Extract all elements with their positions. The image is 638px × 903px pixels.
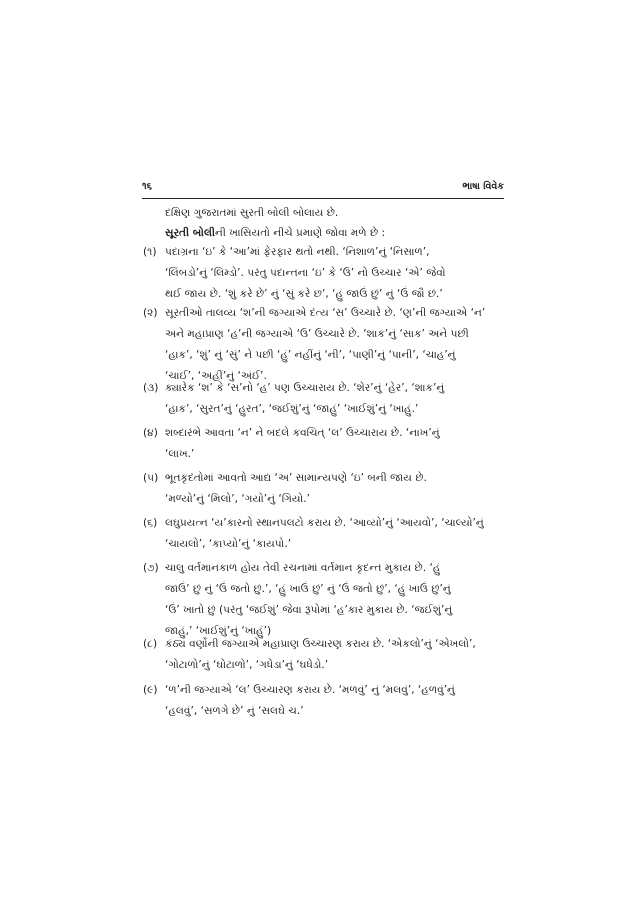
- item-line: લઘુપ્રયત્ન ‘ય’કારનો સ્થાનપલટો કરાય છે. ‘આવ્યો’નું ‘આયવો’, ‘ચાલ્યો’નું: [165, 517, 484, 529]
- item-line: જાઉં’ છું નું ‘ઉં જતો છું.’, ‘હું ખાઉં છું’ નું ‘ઉં જતો છું’, ‘હું ખાઉં છું’નું: [165, 583, 451, 595]
- item-line: પદાગ્રના ‘ઇ’ કે ‘આ’માં ફેરફાર થતો નથી. ‘નિશાળ’નું ‘નિસાળ’,: [165, 246, 430, 258]
- book-title: ભાષા વિવેક: [462, 181, 504, 192]
- item-number: (૫): [143, 472, 159, 484]
- page-number: ૧૬: [142, 181, 152, 192]
- item-line: જાહું,’ ‘ખાઈશું’નું ‘ખાહું’): [165, 625, 272, 637]
- item-number: (૯): [143, 684, 158, 696]
- item-line: કંઠ્ય વર્ણોની જગ્યાએ મહાપ્રાણ ઉચ્ચારણ કરાય છે. ‘એકલો’નું ‘એખલો’,: [165, 638, 476, 650]
- item-line: ‘મળ્યો’નું ‘મિલો’, ‘ગયો’નું ‘ગિયો.’: [165, 493, 310, 505]
- item-line: ‘હલવું’, ‘સળગે છે’ નું ‘સલઘે ચ.’: [165, 705, 304, 717]
- item-line: ક્યારેક ‘શ’ કે ‘સ’નો ‘હ’ પણ ઉચ્ચારાય છે. ‘શેર’નું ‘હેર’, ‘શાક’નું: [165, 382, 445, 394]
- header-rule: [142, 198, 504, 199]
- item-line: ‘ઉં’ ખાતો છું (પરંતુ ‘જઈશું’ જેવા રૂપોમાં ‘હ’કાર મુકાય છે. ‘જઈશું’નું: [165, 604, 453, 616]
- item-line: સૂરતીઓ તાલવ્ય ‘શ’ની જગ્યાએ દંત્ય ‘સ’ ઉચ્ચારે છે. ‘ણ’ની જગ્યાએ ‘ન’: [165, 307, 486, 319]
- item-line: શબ્દારંભે આવતા ‘ન’ ને બદલે કવચિત્ ‘લ’ ઉચ્ચારાય છે. ‘નાખ’નું: [165, 427, 440, 439]
- intro-line-1: દક્ષિણ ગુજરાતમાં સુરતી બોલી બોલાય છે.: [165, 207, 339, 219]
- item-number: (૧): [143, 246, 157, 258]
- intro-bold-term: સૂરતી બોલી: [165, 227, 215, 239]
- item-number: (૨): [143, 307, 158, 319]
- item-line: ‘હાક’, ‘સુરત’નું ‘હુરત’, ‘જઈશું’નું ‘જાહું’ ‘ખાઈશું’નું ‘ખાહું.’: [165, 403, 419, 415]
- item-number: (૬): [143, 517, 158, 529]
- item-line: ‘લિંબડો’નું ‘લિમ્ડો’. પરંતુ પદાન્તના ‘ઇ’ કે ‘ઉ’ નો ઉચ્ચાર ‘એ’ જેવો: [165, 267, 446, 279]
- item-line: ‘હાક’, ‘શું’ નું ‘સું’ ને પછી ‘હું’ નહીંનું ‘ની’, ‘પાણી’નું ‘પાની’, ‘ચાહ’નું: [165, 349, 456, 361]
- item-number: (૪): [143, 427, 158, 439]
- item-number: (૩): [143, 382, 159, 394]
- item-line: ભૂતકૃદંતોમાં આવતો આદ્ય ‘અ’ સામાન્યપણે ‘ઇ’ બની જાય છે.: [165, 472, 427, 484]
- item-line: ‘લાખ.’: [165, 448, 195, 460]
- item-number: (૮): [143, 638, 158, 650]
- item-line: ‘ચાઈ’, ‘અહીં’નું ‘અંઈ’.: [165, 370, 267, 382]
- intro-rest: ની ખાસિયતો નીચે પ્રમાણે જોવા મળે છે :: [215, 227, 386, 239]
- item-line: ‘ળ’ની જગ્યાએ ‘લ’ ઉચ્ચારણ કરાય છે. ‘મળવું’ નું ‘મલવું’, ‘હળવું’નું: [165, 684, 455, 696]
- item-line: થઈ જાય છે. ‘શું કરે છે’ નું ‘સું કરે છ’, ‘હું જાઉં છું’ નું ‘ઉં જૌ છં.’: [165, 288, 443, 300]
- item-line: અને મહાપ્રાણ ‘હ’ની જગ્યાએ ‘ઉ’ ઉચ્ચારે છે. ‘શાક’નું ‘સાક’ અને પછી: [165, 328, 469, 340]
- item-line: ‘ગોટાળો’નું ‘ઘોટાળો’, ‘ગધેડા’નું ‘ઘધેડો.’: [165, 659, 329, 671]
- intro-line-2: [165, 226, 385, 240]
- page-header: [142, 181, 504, 195]
- item-line: ચાલુ વર્તમાનકાળ હોય તેવી રચનામાં વર્તમાન કૃદન્ત મુકાય છે. ‘હું: [165, 562, 441, 574]
- item-line: ‘ચાયલો’, ‘કાપ્યો’નું ‘કાયપો.’: [165, 538, 292, 550]
- item-number: (૭): [143, 562, 159, 574]
